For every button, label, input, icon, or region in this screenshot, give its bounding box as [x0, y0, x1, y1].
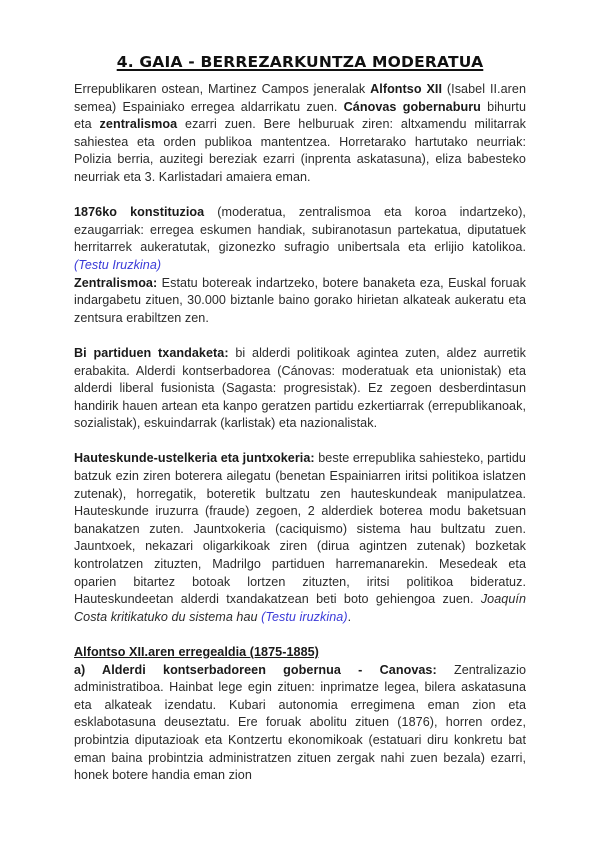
intro-bold-canovas: Cánovas gobernaburu — [343, 99, 481, 114]
intro-bold-alfontso: Alfontso XII — [370, 82, 443, 96]
zentralismoa-bold: Zentralismoa: — [74, 275, 158, 290]
konstituzioa-bold: 1876ko konstituzioa — [74, 205, 205, 220]
ustelkeria-end: . — [347, 609, 352, 624]
txandaketa-bold: Bi partiduen txandaketa: — [74, 345, 229, 360]
document-body — [74, 81, 526, 785]
intro-bold-zentralismoa: zentralismoa — [99, 117, 178, 132]
intro-text-4: ezarri zuen. Bere helburuak ziren: altxamendu militarrak sahiestea eta orden publikoa mantentzea. Horretarako hartutako neurriak: Polizia berria, auzitegi bereziak ezarri (inprenta askatasuna), eliza babesteko neurriak eta 3. Karlistadari amaiera eman. — [74, 117, 526, 184]
ustelkeria-bold: Hauteskunde-ustelkeria eta juntxokeria: — [74, 451, 315, 466]
spacer — [74, 433, 526, 451]
intro-text-3: bihurtu eta — [74, 99, 526, 132]
txandaketa-paragraph — [74, 345, 526, 433]
spacer — [74, 626, 526, 644]
intro-text-2: (Isabel II.aren semea) Espainiako erregea aldarrikatu zuen. — [74, 82, 526, 114]
zentralismoa-text: Estatu botereak indartzeko, botere banaketa eza, Euskal foruak indargabetu zituen, 30.000 biztanle baino gorako hirietan alkateak aukeratu eta zentsura erabiltzen zen. — [74, 275, 526, 325]
ustelkeria-paragraph — [74, 450, 526, 626]
intro-paragraph — [74, 81, 526, 187]
zentralismoa-paragraph — [74, 275, 526, 328]
konstituzioa-text: (moderatua, zentralismoa eta koroa indartzeko), ezaugarriak: erregea eskumen handiak, subiranotasun partekatua, diputatuek herritarrek aukeratutak, gizonezko sufragio unibertsala eta erlijio katolikoa. — [74, 205, 526, 255]
erregealdia-heading — [74, 644, 526, 662]
ustelkeria-text: beste errepublika sahiesteko, partidu batzuk ezin ziren boterera ailegatu (benetan Espainiarren iritsi politikoa islatzen zutenak), horregatik, boteretik bultzatu zen hauteskundeak manipulatzea. Hauteskunde iruzurra (fraude) zegoen, 2 alderdiek boterea modu baketsuan banakatzen zuten. Jauntxokeria (caciquismo) sistema hau bultzatu zuen. Jauntxoek, nekazari oligarkikoak ziren (dirua agintzen zutenak) bozketak kontrolatzen zituzten, Madrilgo partiduen harremanarekin. Mesedeak eta oparien bitartez botoak lortzen zituzten, iritsi politikoa bideratuz. Hauteskundeetan alderdi txandakatzean beti boto gehiengoa zuen. — [74, 451, 526, 607]
section-heading: Alfontso XII.aren erregealdia (1875-1885) — [74, 645, 319, 659]
spacer — [74, 187, 526, 205]
konstituzioa-paragraph — [74, 204, 526, 274]
erregealdia-paragraph — [74, 662, 526, 785]
costa-italic: Joaquín Costa kritikatuko du sistema hau — [74, 592, 526, 624]
erregealdia-text: Zentralizazio administratiboa. Hainbat lege egin zituen: inprimatze legea, bilera askatasuna eta alkateak izendatu. Kubari autonomia erregimena eman zion eta esklabotasuna deuseztatu. Ere foruak abolitu zituen (1876), horren ordez, probintzia diputazioak eta Kontzertu ekonomikoak (estatuari diru konkretu bat eman baina probintzia administratzen zituen zergak nahi zuen bezala) ezarri, honek botere handia eman zion — [74, 662, 527, 783]
spacer — [74, 327, 526, 345]
erregealdia-bold: a) Alderdi kontserbadoreen gobernua - Canovas: — [74, 662, 437, 677]
testu-iruzkina-link[interactable]: (Testu Iruzkina) — [74, 257, 162, 272]
txandaketa-text: bi alderdi politikoak agintea zuten, aldez aurretik erabakita. Alderdi kontserbadorea (Cánovas: moderatuak eta unionistak) eta alderdi liberal fusionista (Sagasta: progresistak). Ez zegoen desberdintasun handirik hauen artean eta kanpo geratzen partidu ezkertiarrak (errepublikanoak, sozialistak), eskuindarrak (karlistak) eta nazionalistak. — [74, 345, 527, 431]
testu-iruzkina-link-2[interactable]: (Testu iruzkina) — [261, 609, 348, 624]
page-title: 4. GAIA - BERREZARKUNTZA MODERATUA — [116, 53, 484, 71]
intro-text-1: Errepublikaren ostean, Martinez Campos jeneralak — [74, 82, 371, 96]
